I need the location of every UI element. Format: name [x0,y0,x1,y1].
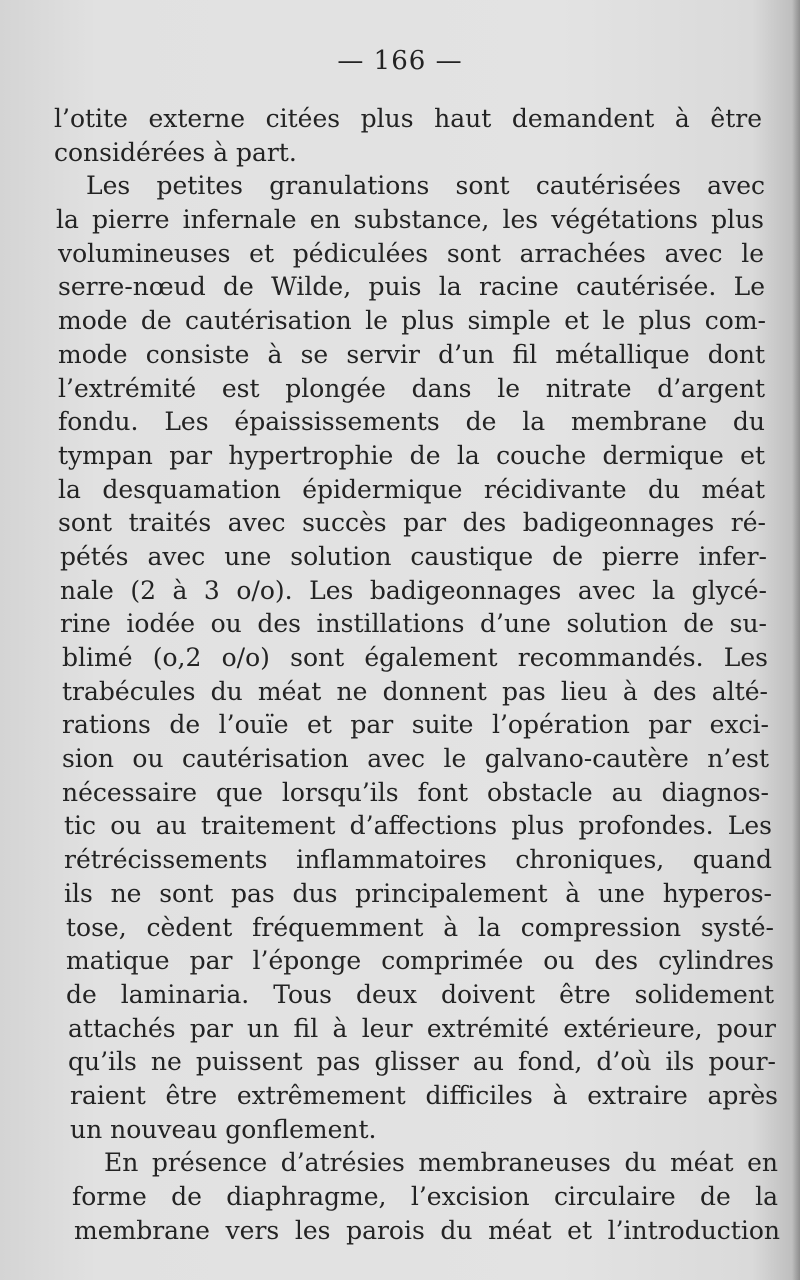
text-line: mode consiste à se servir d’un fil métallique dont [58,339,765,369]
text-line: ils ne sont pas dus principalement à une hyperos- [64,878,772,908]
text-line: nécessaire que lorsqu’ils font obstacle au diagnos- [62,777,769,807]
text-line: raient être extrêmement difficiles à extraire après [70,1080,778,1110]
text-line: blimé (o,2 o/o) sont également recommandés. Les [62,643,768,672]
text-line: En présence d’atrésies membraneuses du méat en [104,1148,778,1178]
text-line: pétés avec une solution caustique de pierre infer- [60,541,767,571]
text-line: forme de diaphragme, l’excision circulaire de la [72,1182,778,1211]
text-line: attachés par un fil à leur extrémité extérieure, pour [68,1013,776,1043]
page-number: — 166 — [337,46,463,76]
text-line: rine iodée ou des instillations d’une solution de su- [60,609,767,639]
text-line: sion ou cautérisation avec le galvano-cautère n’est [62,744,769,774]
text-line: membrane vers les parois du méat et l’introduction [74,1215,780,1245]
text-line: tympan par hypertrophie de la couche dermique et [58,440,765,470]
text-line: de laminaria. Tous deux doivent être solidement [66,979,774,1009]
text-line: mode de cautérisation le plus simple et le plus com- [58,306,766,336]
text-line: qu’ils ne puissent pas glisser au fond, d’où ils pour- [68,1047,776,1077]
text-line: tic ou au traitement d’affections plus profondes. Les [64,811,772,841]
text-line: sont traités avec succès par des badigeonnages ré- [58,508,766,538]
text-line: trabécules du méat ne donnent pas lieu à des alté- [62,676,768,706]
text-line: la desquamation épidermique récidivante du méat [58,474,765,504]
text-line: considérées à part. [54,137,297,167]
text-line: un nouveau gonflement. [70,1114,377,1144]
text-line: tose, cèdent fréquemment à la compression systé- [66,912,774,942]
text-line: rations de l’ouïe et par suite l’opération par exci- [62,710,769,740]
body-text [0,102,800,1247]
text-line: Les petites granulations sont cautérisées avec [86,171,765,201]
text-line: l’extrémité est plongée dans le nitrate d’argent [58,373,765,403]
text-line: la pierre infernale en substance, les végétations plus [56,205,764,235]
text-line: serre-nœud de Wilde, puis la racine cautérisée. Le [58,272,765,302]
text-line: nale (2 à 3 o/o). Les badigeonnages avec la glycé- [60,575,767,605]
text-line: rétrécissements inflammatoires chroniques, quand [64,845,772,875]
text-line: volumineuses et pédiculées sont arrachées avec le [58,238,764,268]
text-line: l’otite externe citées plus haut demandent à être [54,104,762,133]
text-line: fondu. Les épaississements de la membrane du [58,407,765,437]
text-line: matique par l’éponge comprimée ou des cylindres [66,946,774,976]
